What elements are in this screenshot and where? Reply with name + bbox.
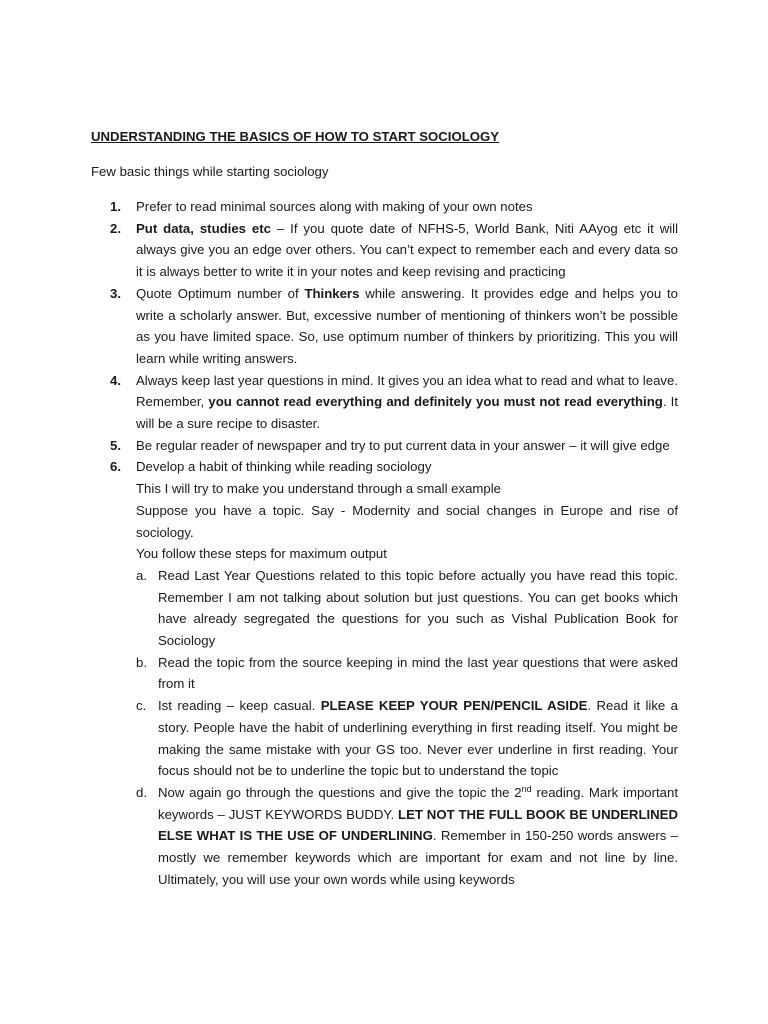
item-number: 3. — [110, 285, 121, 301]
item-bold-text: Put data, studies etc — [136, 220, 271, 236]
item-text-pre: Always keep last year questions in mind. It gives you an idea what to read and what to leave. Remember, — [136, 372, 678, 410]
item-line: This I will try to make you understand through a small example — [136, 481, 502, 497]
sublist-text: Read the topic from the source keeping in mind the last year questions that were asked from it — [158, 654, 678, 692]
steps-sublist — [136, 565, 678, 891]
sublist-item — [136, 565, 678, 652]
item-line: Develop a habit of thinking while reading sociology — [136, 459, 432, 475]
sublist-letter: c. — [136, 698, 147, 714]
item-text: . It will be a sure recipe to disaster. — [136, 394, 678, 432]
sublist-bold-text: LET NOT THE FULL BOOK BE UNDERLINED ELSE WHAT IS THE USE OF UNDERLINING — [158, 806, 679, 844]
item-line: You follow these steps for maximum output — [136, 546, 387, 562]
item-text-pre: Quote Optimum number of — [136, 285, 305, 301]
item-number: 4. — [110, 372, 121, 388]
item-bold-text: you cannot read everything and definitely you must not read everything — [208, 394, 663, 410]
sublist-text: . Read it like a story. People have the habit of underlining everything in first reading itself. You might be making the same mistake with your GS too. Never ever underline in first reading. Your focus should not be to underline the topic but to understand the topic — [158, 698, 679, 779]
item-text: – If you quote date of NFHS-5, World Bank, Niti AAyog etc it will always give you an edge over others. You can’t expect to remember each and every data so it is always better to write it in your notes and keep revising and practicing — [136, 220, 679, 280]
sublist-text-pre: Now again go through the questions and give the topic the 2 — [158, 784, 522, 800]
list-item — [110, 283, 678, 370]
list-item — [110, 218, 679, 283]
item-bold-text: Thinkers — [304, 285, 360, 301]
document-title: UNDERSTANDING THE BASICS OF HOW TO START SOCIOLOGY — [91, 129, 500, 144]
sublist-letter: a. — [136, 567, 147, 583]
sublist-text-pre: Ist reading – keep casual. — [158, 698, 321, 714]
item-number: 5. — [110, 437, 121, 453]
sublist-letter: b. — [136, 654, 147, 670]
list-item — [110, 196, 678, 218]
list-item — [110, 435, 678, 457]
item-number: 6. — [110, 459, 121, 475]
sublist-text-mid: reading. Mark important keywords – JUST KEYWORDS BUDDY. — [158, 784, 678, 822]
sublist-text: . Remember in 150-250 words answers – mostly we remember keywords which are important for exam and not line by line. Ultimately, you will use your own words while using keywords — [158, 828, 678, 887]
list-item — [110, 456, 679, 890]
ordinal-superscript: nd — [521, 783, 532, 794]
item-line: Suppose you have a topic. Say - Modernity and social changes in Europe and rise of sociology. — [136, 502, 678, 540]
item-text: while answering. It provides edge and helps you to write a scholarly answer. But, excessive number of mentioning of thinkers won’t be possible as you have limited space. So, use optimum number of thinkers by prioritizing. This you will learn while writing answers. — [136, 285, 678, 366]
sublist-item — [136, 695, 679, 782]
sublist-letter: d. — [136, 784, 147, 800]
tips-list — [110, 196, 679, 891]
item-number: 1. — [110, 199, 121, 214]
sublist-text: Read Last Year Questions related to this topic before actually you have read this topic. Remember I am not talking about solution but just questions. You can get books which have already segregated the questions for you such as Vishal Publication Book for Sociology — [158, 567, 678, 649]
sublist-bold-text: PLEASE KEEP YOUR PEN/PENCIL ASIDE — [320, 698, 588, 714]
sublist-item — [136, 782, 679, 891]
item-text: Prefer to read minimal sources along with making of your own notes — [136, 199, 533, 214]
item-number: 2. — [110, 220, 121, 236]
intro-text: Few basic things while starting sociology — [91, 164, 329, 179]
item-text: Be regular reader of newspaper and try to put current data in your answer – it will give edge — [136, 437, 670, 453]
list-item — [110, 370, 678, 435]
sublist-item — [136, 652, 678, 695]
